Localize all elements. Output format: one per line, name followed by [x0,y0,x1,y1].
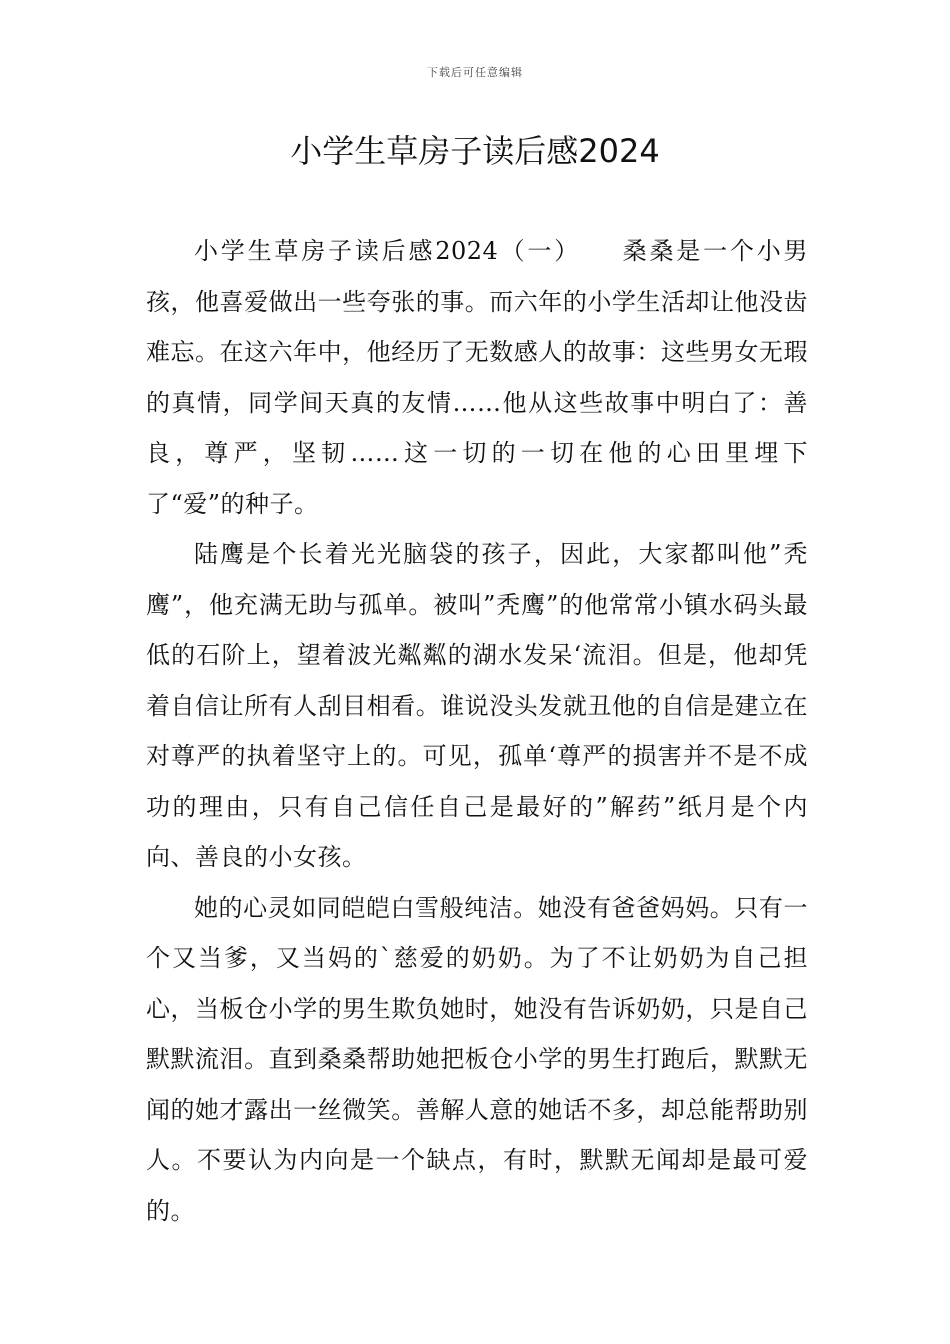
document-title: 小学生草房子读后感2024 [290,132,660,170]
paragraph-2: 陆鹰是个长着光光脑袋的孩子，因此，大家都叫他”秃鹰”，他充满无助与孤单。被叫”秃鹰”的他常常小镇水码头最低的石阶上，望着波光粼粼的湖水发呆‘流泪。但是，他却凭着自信让所有人刮目相看。谁说没头发就丑他的自信是建立在对尊严的执着坚守上的。可见，孤单‘尊严的损害并不是不成功的理由，只有自己信任自己是最好的”解药”纸月是个内向、善良的小女孩。 [146,540,808,871]
paragraph-1: 小学生草房子读后感2024（一） 桑桑是一个小男孩，他喜爱做出一些夸张的事。而六年的小学生活却让他没齿难忘。在这六年中，他经历了无数感人的故事：这些男女无瑕的真情，同学间天真的友情……他从这些故事中明白了：善良，尊严，坚韧……这一切的一切在他的心田里埋下了“爱”的种子。 [146,237,808,518]
paragraph-3: 她的心灵如同皑皑白雪般纯洁。她没有爸爸妈妈。只有一个又当爹，又当妈的`慈爱的奶奶。为了不让奶奶为自己担心，当板仓小学的男生欺负她时，她没有告诉奶奶，只是自己默默流泪。直到桑桑帮助她把板仓小学的男生打跑后，默默无闻的她才露出一丝微笑。善解人意的她话不多，却总能帮助别人。不要认为内向是一个缺点，有时，默默无闻却是最可爱的。 [146,893,808,1225]
header-note: 下载后可任意编辑 [427,66,523,79]
document-body [146,226,808,1236]
